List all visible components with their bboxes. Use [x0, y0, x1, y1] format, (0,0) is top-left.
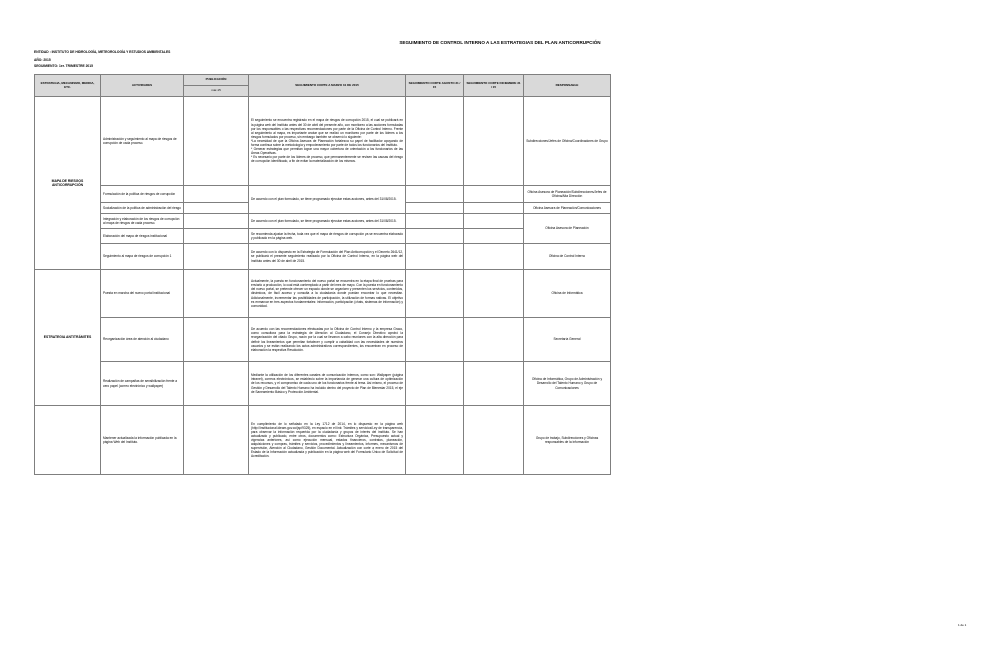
strategy-cell — [35, 406, 101, 475]
table-row — [35, 186, 611, 203]
header-strategy: ESTRATEGIA, MECANISMO, MEDIDA, ETC. — [35, 75, 101, 97]
activity-cell: Puesta en marcha del nuevo portal institucional — [101, 270, 184, 318]
followup-cell: En cumplimiento de lo señalado en la Ley 1712 de 2014, en lo dispuesto en la página web (http://institucional.ideam.gov.co/jsp/9325), en espacio en el link: Trámites y servicios/Ley de transparencia, para observar la información requerida por la ciudadanía y grupos de interés del instituto. Se han actualizado y publicado, entre otros, documentos como: Estructura Orgánica, Presupuesto actual y vigencias anteriores, así como ejecución mensual, estados financieros, contratos, planeación, adquisiciones y compras, trámites y servicios, procedimientos y lineamientos, informes, mecanismos de supervisión, Atención al Ciudadano, Gestión Documental. Actualización con corte a enero de 2015 del Estado de la Información actualizada y publicación en la página web del Formulario Único de Solicitud de Acreditación. — [249, 406, 406, 475]
responsible-cell: Oficina de Informática — [524, 270, 611, 318]
followup-august-cell — [406, 186, 464, 203]
activity-cell: Elaboración del mapa de riesgos institucional — [101, 229, 184, 244]
publication-cell — [184, 270, 249, 318]
followup-august-cell — [406, 362, 464, 406]
responsible-cell: Oficina Asesora de Planeación — [524, 214, 611, 244]
publication-cell — [184, 186, 249, 203]
responsible-cell: Secretaría General — [524, 318, 611, 362]
responsible-cell: Grupo de trabajo, Subdirecciones y Oficinas responsables de la información — [524, 406, 611, 475]
activity-cell: Socialización de la política de administración del riesgo — [101, 203, 184, 214]
followup-december-cell — [464, 229, 524, 244]
entity-label: ENTIDAD : INSTITUTO DE HIDROLOGÍA, METEOROLOGÍA Y ESTUDIOS AMBIENTALES — [34, 50, 171, 54]
header-date: mar-15 — [184, 86, 249, 97]
strategy-cell: MAPA DE RIESGOS ANTICORRUPCIÓN — [35, 97, 101, 270]
table-header-row — [35, 75, 611, 86]
activity-cell: Reorganización área de atención al ciudadano — [101, 318, 184, 362]
header-publication: PUBLICACIÓN — [184, 75, 249, 86]
year-label: AÑO: 2015 — [34, 58, 51, 62]
table-row — [35, 97, 611, 186]
table-row — [35, 362, 611, 406]
publication-cell — [184, 229, 249, 244]
table-row — [35, 318, 611, 362]
activity-cell: Integración y elaboración de los riesgos de corrupción al mapa de riesgos de cada proceso. — [101, 214, 184, 229]
followup-august-cell — [406, 203, 464, 214]
activity-cell: Realización de campañas de sensibilización frente a cero papel (correo electrónico y wallpaper) — [101, 362, 184, 406]
followup-cell: Mediante la utilización de los diferentes canales de comunicación internos, como son: Wallpaper (página intranet), correos electrónicos, se establecio sobre la importancia de generar una cultura de optimización de los recursos, y el compromiso de cada uno de los funcionarios frente al tema. Así mismo, el proceso de Gestión y Desarrollo del Talento Humano ha incluido dentro del proyecto de Plan de Bienestar 2015, el eje de Saneamiento Básico y Protección Ambiental. — [249, 362, 406, 406]
anticorruption-table — [34, 74, 611, 475]
header-followup-december: SEGUIMIENTO CORTE DICIEMBRE 31 / 15 — [464, 75, 524, 97]
activity-cell: Administración y seguimiento al mapa de riesgos de corrupción de cada proceso. — [101, 97, 184, 186]
header-responsible: RESPONSABLE — [524, 75, 611, 97]
followup-august-cell — [406, 270, 464, 318]
table-row — [35, 244, 611, 270]
publication-cell — [184, 244, 249, 270]
followup-december-cell — [464, 97, 524, 186]
responsible-cell: Oficina Asesora de Planeación/Comunicaciones — [524, 203, 611, 214]
followup-cell: De acuerdo con lo dispuesto en la Estrategia de Formulación del Plan Anticorrupción y el Decreto 2641/12, se publicará el presente seguimiento realizado por la Oficina de Control Interno, en la página web del Instituto antes del 30 de abril de 2015. — [249, 244, 406, 270]
header-followup-august: SEGUIMIENTO CORTE AGOSTO 31 / 15 — [406, 75, 464, 97]
table-row — [35, 270, 611, 318]
followup-august-cell — [406, 97, 464, 186]
followup-label: SEGUIMIENTO: 1er. TRIMESTRE 2015 — [34, 64, 93, 68]
table-row — [35, 214, 611, 229]
publication-cell — [184, 214, 249, 229]
responsible-cell: Oficina de Informática, Grupo de Administración y Desarrollo del Talento Humano y Grupo de Comunicaciones — [524, 362, 611, 406]
followup-cell: Actualmente, la puesta en funcionamiento del nuevo portal se encuentra en la etapa final de pruebas para enviarlo a producción, lo cual está contemplado a partir del mes de mayo. Con la puesta en funcionamiento del nuevo portal, se pretende ofrecer un espacio donde se organicen y presenten los servicios, contenidos, dinámicos, de fácil acceso y consulta a la ciudadanía donde puedan encontrar lo que necesitan. Adicionalmente, incrementar las posibilidades de participación, la utilización de formas nativas. El objetivo es enmarcar en tres aspectos fundamentales: información, participación (chats, sistemas de información) y comunidad. — [249, 270, 406, 318]
table-row — [35, 406, 611, 475]
publication-cell — [184, 362, 249, 406]
followup-december-cell — [464, 186, 524, 203]
followup-cell: De acuerdo con el plan formulado, se tiene programado ejecutar estas acciones, antes del 31/08/2015. — [249, 214, 406, 229]
followup-august-cell — [406, 318, 464, 362]
followup-december-cell — [464, 244, 524, 270]
publication-cell — [184, 318, 249, 362]
responsible-cell: Oficina Asesora de Planeación/Subdirecciones/Jefes de Oficina/Alta Dirección — [524, 186, 611, 203]
followup-december-cell — [464, 406, 524, 475]
followup-cell: Se recomienda ajustar la fecha, toda vez que el mapa de riesgos de corrupción ya se encuentra elaborado y publicado en la página web. — [249, 229, 406, 244]
activity-cell: Formulación de la política de riesgos de corrupción — [101, 186, 184, 203]
header-followup-march: SEGUIMIENTO CORTE A MARZO 31 DE 2015 — [249, 75, 406, 97]
activity-cell: Seguimiento al mapa de riesgos de corrupción 1 — [101, 244, 184, 270]
followup-cell: El seguimiento se encuentra registrado en el mapa de riesgos de corrupción 2015, el cual se publicará en la página web del Instituto antes del 30 de abril del presente año, con monitoreo a las acciones formuladas por los responsables o las respectivas recomendaciones por parte de la Oficina de Control Interno. Frente al seguimiento al mapa, es importante anotar que se realizó un monitoreo por parte de los líderes a los riesgos formulados por proceso, sin embargo también se observó lo siguiente: *La necesidad de que la Oficina Asesora de Planeación fortalezca su papel de facilitador apoyando de forma continua sobre la metodología y empoderamiento por parte de todos los funcionarios del Instituto. * Generar estrategias que permitan lograr una mayor cobertura de orientación a los funcionarios de las Áreas Operativas. * Es necesario por parte de los líderes de proceso, que permanentemente se revisen las causas del riesgo de corrupción identificado, a fin de evitar la materialización de los mismos. — [249, 97, 406, 186]
followup-december-cell — [464, 318, 524, 362]
document-title: SEGUIMIENTO DE CONTROL INTERNO A LAS ESTRATEGIAS DEL PLAN ANTICORRUPCIÓN — [399, 40, 601, 45]
publication-cell — [184, 203, 249, 214]
header-activities: ACTIVIDADES — [101, 75, 184, 97]
page-number: 1 de 1 — [958, 623, 967, 627]
activity-cell: Mantener actualizada la información publicada en la página Web del Instituto. — [101, 406, 184, 475]
followup-december-cell — [464, 270, 524, 318]
followup-august-cell — [406, 229, 464, 244]
followup-august-cell — [406, 214, 464, 229]
followup-august-cell — [406, 406, 464, 475]
followup-cell: De acuerdo con las recomendaciones efectuadas por la Oficina de Control Interno y la empresa Graco, como consultora para la estrategia de Atención al Ciudadano, el Consejo Directivo aprobó la reorganización del citado Grupo, razón por la cual se llevaron a cabo reuniones con la alta dirección para definir los lineamientos que permitan fortalecer y cumplir a cabalidad con las necesidades de nuestros usuarios y se están realizando los actos administrativos correspondientes, los encuentran en proceso de elaboración la respectiva Resolución. — [249, 318, 406, 362]
responsible-cell: Oficina de Control Interno — [524, 244, 611, 270]
followup-august-cell — [406, 244, 464, 270]
responsible-cell: Subdirecciones/Jefes de Oficina/Coordinadores de Grupo — [524, 97, 611, 186]
publication-cell — [184, 406, 249, 475]
followup-december-cell — [464, 362, 524, 406]
strategy-cell: ESTRATEGIA ANTITRÁMITES — [35, 270, 101, 406]
followup-cell: De acuerdo con el plan formulado, se tiene programado ejecutar estas acciones, antes del 31/08/2015. — [249, 186, 406, 214]
publication-cell — [184, 97, 249, 186]
followup-december-cell — [464, 203, 524, 214]
followup-december-cell — [464, 214, 524, 229]
